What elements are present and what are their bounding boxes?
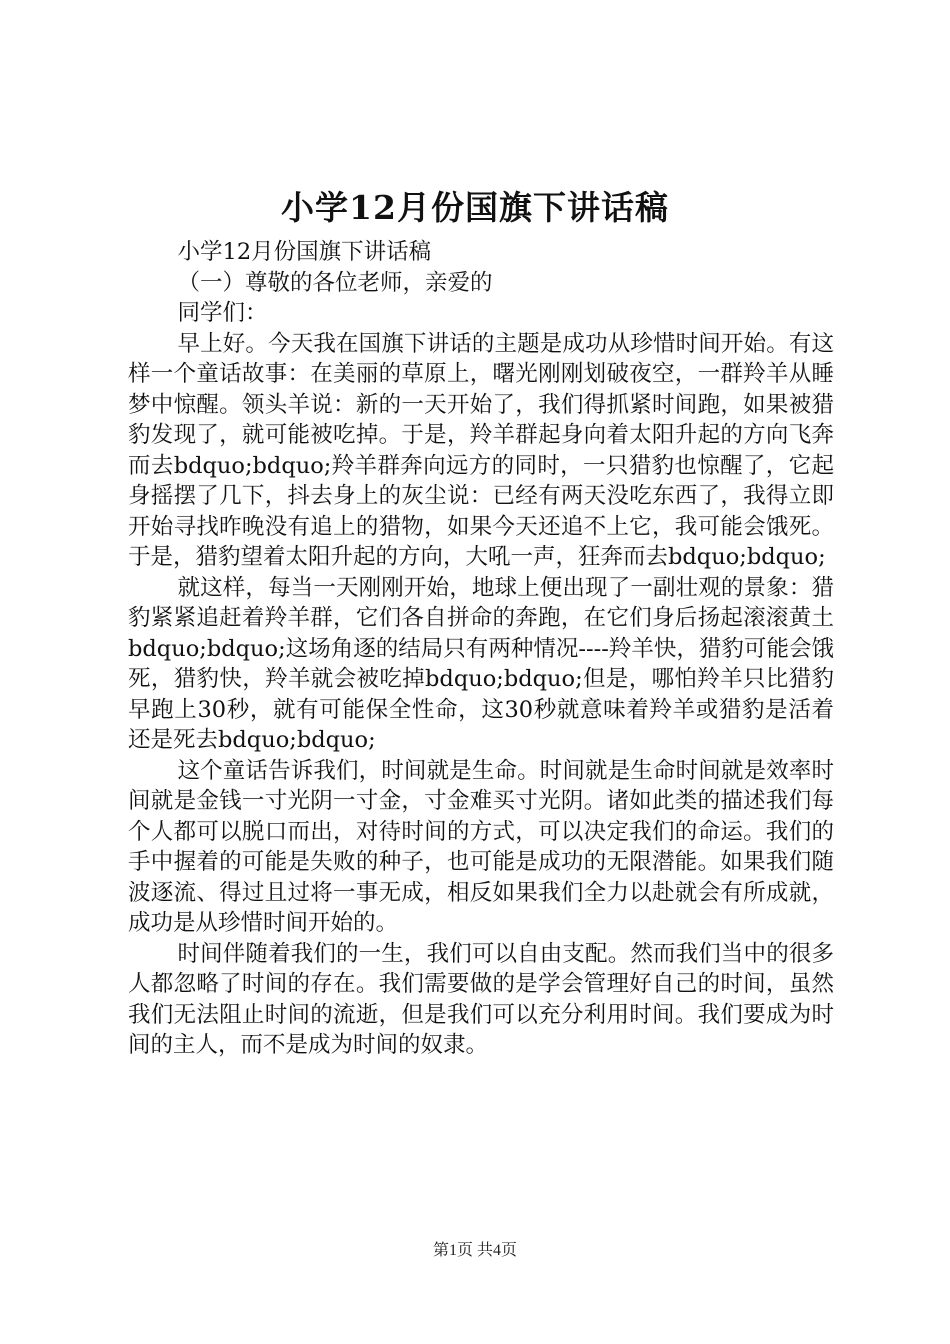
paragraph-subtitle: 小学12月份国旗下讲话稿	[177, 239, 432, 265]
document-body	[128, 237, 834, 1061]
paragraph: 就这样，每当一天刚刚开始，地球上便出现了一副壮观的景象：猎豹紧紧追赶着羚羊群，它们各自拼命的奔跑，在它们身后扬起滚滚黄土bdquo;bdquo;这场角逐的结局只有两种情况----羚羊快，猎豹可能会饿死，猎豹快，羚羊就会被吃掉bdquo;bdquo;但是，哪怕羚羊只比猎豹早跑上30秒，就有可能保全性命，这30秒就意味着羚羊或猎豹是活着还是死去bdquo;bdquo;	[128, 574, 834, 753]
paragraph-greeting: （一）尊敬的各位老师，亲爱的	[177, 269, 493, 296]
document-title: 小学12月份国旗下讲话稿	[281, 188, 669, 227]
paragraph: 时间伴随着我们的一生，我们可以自由支配。然而我们当中的很多人都忽略了时间的存在。我们需要做的是学会管理好自己的时间，虽然我们无法阻止时间的流逝，但是我们可以充分利用时间。我们要成为时间的主人，而不是成为时间的奴隶。	[128, 940, 834, 1058]
paragraph-salutation: 同学们：	[177, 300, 268, 326]
paragraph: 这个童话告诉我们，时间就是生命。时间就是生命时间就是效率时间就是金钱一寸光阴一寸金，寸金难买寸光阴。诸如此类的描述我们每个人都可以脱口而出，对待时间的方式，可以决定我们的命运。我们的手中握着的可能是失败的种子，也可能是成功的无限潜能。如果我们随波逐流、得过且过将一事无成，相反如果我们全力以赴就会有所成就，成功是从珍惜时间开始的。	[128, 757, 834, 936]
page-footer: 第1页 共4页	[432, 1242, 517, 1259]
paragraph: 早上好。今天我在国旗下讲话的主题是成功从珍惜时间开始。有这样一个童话故事：在美丽的草原上，曙光刚刚划破夜空，一群羚羊从睡梦中惊醒。领头羊说：新的一天开始了，我们得抓紧时间跑，如果被猎豹发现了，就可能被吃掉。于是，羚羊群起身向着太阳升起的方向飞奔而去bdquo;bdquo;羚羊群奔向远方的同时，一只猎豹也惊醒了，它起身摇摆了几下，抖去身上的灰尘说：已经有两天没吃东西了，我得立即开始寻找昨晚没有追上的猎物，如果今天还追不上它，我可能会饿死。于是，猎豹望着太阳升起的方向，大吼一声，狂奔而去bdquo;bdquo;	[128, 330, 834, 570]
